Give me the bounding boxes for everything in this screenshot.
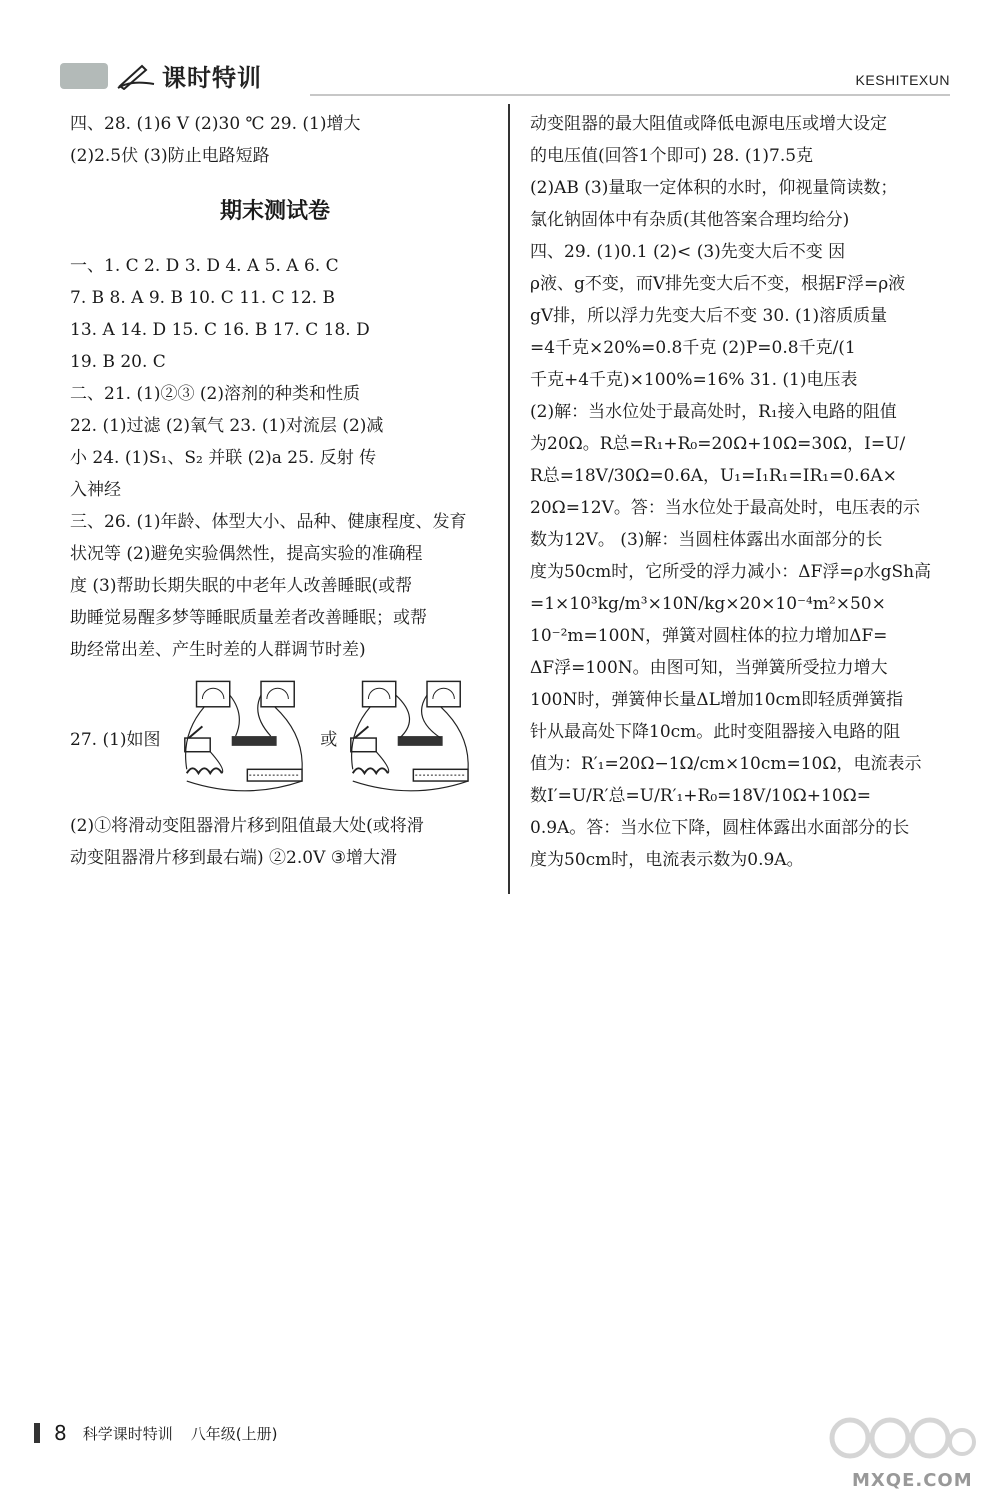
watermark-text: MXQE.COM (852, 1470, 973, 1491)
answer-line: 状况等 (2)避免实验偶然性，提高实验的准确程 (70, 544, 423, 564)
or-label: 或 (320, 730, 338, 750)
circuit-figures (70, 674, 480, 806)
answer-line: (2)①将滑动变阻器滑片移到阻值最大处(或将滑 (70, 816, 424, 836)
pen-writing-icon (116, 62, 156, 90)
answer-line: 二、21. (1)②③ (2)溶剂的种类和性质 (70, 384, 361, 404)
header-rule (310, 94, 950, 96)
answer-line: 22. (1)过滤 (2)氧气 23. (1)对流层 (2)减 (70, 416, 384, 436)
answer-line: 数I′=U/R′总=U/R′₁+R₀=18V/10Ω+10Ω= (530, 786, 871, 806)
logo (60, 58, 262, 93)
answer-line: 针从最高处下降10cm。此时变阻器接入电路的阻 (530, 722, 901, 742)
answer-line: 度为50cm时，它所受的浮力减小：ΔF浮=ρ水gSh高 (530, 562, 932, 582)
page-number: 8 (54, 1421, 67, 1445)
page-footer (34, 1418, 964, 1448)
answer-line: 四、28. (1)6 V (2)30 ℃ 29. (1)增大 (70, 114, 361, 134)
answer-line: 0.9A。答：当水位下降，圆柱体露出水面部分的长 (530, 818, 910, 838)
answer-line: 19. B 20. C (70, 352, 166, 372)
answer-line: (2)2.5伏 (3)防止电路短路 (70, 146, 270, 166)
answer-line: R总=18V/30Ω=0.6A，U₁=I₁R₁=IR₁=0.6A× (530, 466, 897, 486)
right-column (530, 108, 950, 876)
answer-line: 小 24. (1)S₁、S₂ 并联 (2)a 25. 反射 传 (70, 448, 377, 468)
answer-line: ΔF浮=100N。由图可知，当弹簧所受拉力增大 (530, 658, 888, 678)
answer-line: 13. A 14. D 15. C 16. B 17. C 18. D (70, 320, 370, 340)
footer-bar-icon (34, 1423, 40, 1443)
book-title: 科学课时特训 (82, 1424, 173, 1443)
answer-line: 为20Ω。R总=R₁+R₀=20Ω+10Ω=30Ω，I=U/ (530, 434, 906, 454)
answer-line: 动变阻器滑片移到最右端) ②2.0V ③增大滑 (70, 848, 397, 868)
answer-line: 10⁻²m=100N，弹簧对圆柱体的拉力增加ΔF= (530, 626, 888, 646)
answer-line: 的电压值(回答1个即可) 28. (1)7.5克 (530, 146, 814, 166)
answer-line: 动变阻器的最大阻值或降低电源电压或增大设定 (530, 114, 887, 134)
answer-line: 氯化钠固体中有杂质(其他答案合理均给分) (530, 210, 850, 230)
section-title: 期末测试卷 (219, 199, 330, 224)
circuit-diagram-1 (177, 674, 314, 806)
answer-line: 四、29. (1)0.1 (2)< (3)先变大后不变 因 (530, 242, 846, 262)
answer-line: 三、26. (1)年龄、体型大小、品种、健康程度、发育 (70, 512, 467, 532)
answer-line: =1×10³kg/m³×10N/kg×20×10⁻⁴m²×50× (530, 594, 886, 614)
answer-line: 入神经 (70, 480, 121, 500)
left-column (70, 108, 480, 874)
page-header (60, 58, 960, 98)
answer-line: 度为50cm时，电流表示数为0.9A。 (530, 850, 804, 870)
q27-label: 27. (1)如图 (70, 730, 161, 750)
logo-emblem-icon (60, 63, 108, 89)
answer-line: gV排，所以浮力先变大后不变 30. (1)溶质质量 (530, 306, 888, 326)
answer-line: =4千克×20%=0.8千克 (2)P=0.8千克/(1 (530, 338, 856, 358)
answer-line: ρ液、g不变，而V排先变大后不变，根据F浮=ρ液 (530, 274, 906, 294)
answer-line: 数为12V。 (3)解：当圆柱体露出水面部分的长 (530, 530, 883, 550)
logo-text: 课时特训 (162, 64, 262, 92)
answer-line: 助经常出差、产生时差的人群调节时差) (70, 640, 366, 660)
answer-line: (2)解：当水位处于最高处时，R₁接入电路的阻值 (530, 402, 897, 422)
answer-line: (2)AB (3)量取一定体积的水时，仰视量筒读数； (530, 178, 898, 198)
answer-line: 值为：R′₁=20Ω−1Ω/cm×10cm=10Ω，电流表示 (530, 754, 922, 774)
answer-line: 7. B 8. A 9. B 10. C 11. C 12. B (70, 288, 335, 308)
circuit-diagram-2 (343, 674, 480, 806)
answer-line: 100N时，弹簧伸长量ΔL增加10cm即轻质弹簧指 (530, 690, 904, 710)
answer-line: 助睡觉易醒多梦等睡眠质量差者改善睡眠；或帮 (70, 608, 427, 628)
answer-line: 20Ω=12V。答：当水位处于最高处时，电压表的示 (530, 498, 920, 518)
answer-line: 度 (3)帮助长期失眠的中老年人改善睡眠(或帮 (70, 576, 413, 596)
answer-line: 一、1. C 2. D 3. D 4. A 5. A 6. C (70, 256, 339, 276)
brand-name: KESHITEXUN (855, 72, 950, 88)
column-divider (508, 104, 510, 894)
answer-line: 千克+4千克)×100%=16% 31. (1)电压表 (530, 370, 858, 390)
book-grade: 八年级(上册) (190, 1424, 278, 1443)
